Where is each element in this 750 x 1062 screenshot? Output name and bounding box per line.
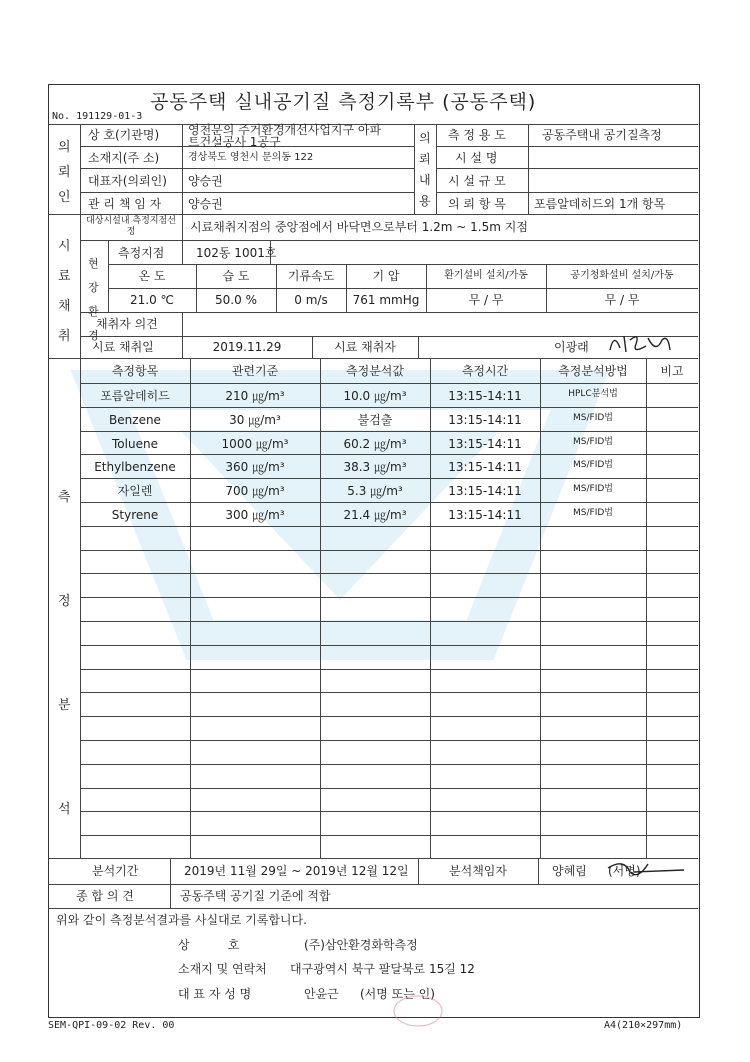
certify-address-value: 대구광역시 북구 팔달북로 15길 12 [290,962,475,976]
scale-label: 시 설 규 모 [448,174,506,188]
request-section-label: 의뢰내용 [419,131,431,208]
certify-rep-sign: (서명 또는 인) [360,987,435,1001]
env-header-pressure: 기 압 [372,269,400,283]
env-value-pressure: 761 mmHg [352,293,420,307]
requester-section-label: 의뢰인 [58,140,71,205]
analysis-method: MS/FID법 [573,508,613,518]
env-header-temp: 온 도 [138,269,166,283]
analysis-time: 13:15-14:11 [448,508,522,522]
env-value-purifier: 무 / 무 [604,293,640,307]
analysis-item: Toluene [112,436,158,451]
analysis-standard: 210 ㎍/m³ [225,389,285,403]
company-value-2: 트건설공사 1공구 [188,135,281,149]
company-label: 상 호(기관명) [88,128,160,142]
sampling-section-label: 시료채취 [58,239,71,344]
analysis-method: HPLC분석법 [568,389,618,399]
analysis-standard: 700 ㎍/m³ [225,484,285,499]
location-value: 시료채취지점의 중앙점에서 바닥면으로부터 1.2m ~ 1.5m 지점 [190,220,528,234]
analysis-header-method: 측정분석방법 [558,364,628,378]
analysis-standard: 360 ㎍/m³ [225,460,285,475]
analysis-item: 포름알데히드 [100,389,170,403]
purpose-label: 측 정 용 도 [448,128,506,142]
manager-value: 양승권 [188,197,223,211]
certify-rep-value: 안윤근 [304,987,339,1001]
analysis-standard: 30 ㎍/m³ [229,412,281,427]
analysis-method: MS/FID법 [573,436,613,447]
company-value-1: 영천문의 주거환경개선사업지구 아파 [188,123,382,137]
analysis-standard: 1000 ㎍/m³ [221,436,289,451]
sampler-value: 이광래 [554,340,589,354]
analysis-time: 13:15-14:11 [448,460,522,475]
facility-label: 시 설 명 [455,151,498,165]
analysis-header-note: 비고 [660,364,684,378]
analysis-header-result: 측정분석값 [346,364,404,378]
analysis-time: 13:15-14:11 [448,484,522,499]
analysis-item: Ethylbenzene [94,460,176,475]
sampler-signature [606,330,676,358]
point-label: 측정지점 [118,246,165,260]
analysis-time: 13:15-14:11 [448,389,522,403]
point-value: 102동 1001호 [196,246,277,260]
period-label: 분석기간 [92,864,139,878]
analysis-item: 자일렌 [117,484,153,499]
purpose-value: 공동주택내 공기질측정 [542,128,662,142]
analysis-item: Benzene [109,412,161,427]
analysis-header-item: 측정항목 [111,364,159,378]
sampler-label: 시료 채취자 [334,340,396,354]
env-value-ventilation: 무 / 무 [468,293,504,307]
sampling-date-label: 시료 채취일 [92,340,154,354]
rep-value: 양승권 [188,174,223,188]
analysis-header-standard: 관련기준 [231,364,279,378]
analyst-sign-label: (서명) [608,864,641,878]
rep-label: 대표자(의뢰인) [88,174,167,188]
field-env-label: 현장환경 [88,257,99,342]
document-title: 공동주택 실내공기질 측정기록부 (공동주택) [150,91,537,113]
certify-address-label: 소재지 및 연락처 [178,962,267,976]
analysis-method: MS/FID법 [573,484,613,495]
location-label: 대상시설내 측정지점선정 [86,216,176,237]
analysis-item: Styrene [111,508,159,522]
analyst-signature [604,854,688,880]
analysis-time: 13:15-14:11 [448,436,522,451]
address-value: 경상북도 영천시 문의동 122 [188,152,314,163]
items-value: 포름알데히드외 1개 항목 [534,197,666,211]
env-value-humidity: 50.0 % [215,293,257,307]
env-value-airflow: 0 m/s [294,293,328,307]
overall-label: 종 합 의 견 [76,889,134,903]
env-header-purifier: 공기청화설비 설치/가동 [570,270,674,281]
analysis-result: 21.4 ㎍/m³ [343,508,407,522]
paper-size: A4(210×297mm) [604,1020,683,1031]
certify-rep-label: 대 표 자 성 명 [178,987,252,1001]
certify-company-value: (주)삼안환경화학측정 [304,938,418,952]
company-seal [392,994,444,1028]
analysis-method: MS/FID법 [573,460,613,471]
analysis-result: 10.0 ㎍/m³ [343,389,407,403]
manager-label: 관 리 책 임 자 [88,197,162,211]
analysis-result: 38.3 ㎍/m³ [343,460,407,475]
overall-value: 공동주택 공기질 기준에 적합 [180,889,331,903]
env-header-humidity: 습 도 [222,269,250,283]
sampling-date-value: 2019.11.29 [212,340,282,354]
env-value-temp: 21.0 ℃ [129,293,174,307]
analysis-header-time: 측정시간 [461,364,509,378]
analysis-result: 불검출 [357,412,393,427]
env-header-airflow: 기류속도 [287,269,335,283]
certify-statement: 위와 같이 측정분석결과를 사실대로 기록합니다. [56,913,307,927]
analyst-value: 양혜림 [552,864,587,878]
analysis-method: MS/FID법 [573,412,613,423]
analysis-standard: 300 ㎍/m³ [225,508,285,522]
items-label: 의 뢰 항 목 [448,197,506,211]
analysis-time: 13:15-14:11 [448,412,522,427]
form-code: SEM-QPI-09-02 Rev. 00 [48,1020,175,1031]
analyst-label: 분석책임자 [449,864,507,878]
certify-company-label: 상 호 [178,938,240,952]
env-header-ventilation: 환기설비 설치/가동 [444,270,528,281]
address-label: 소재지(주 소) [88,151,160,165]
opinion-label: 채취자 의견 [96,317,158,331]
document-number: No. 191129-01-3 [52,111,143,122]
analysis-result: 5.3 ㎍/m³ [347,484,403,499]
period-value: 2019년 11월 29일 ~ 2019년 12월 12일 [184,864,409,878]
analysis-section-label: 측정분석 [58,490,71,817]
analysis-result: 60.2 ㎍/m³ [343,436,407,451]
